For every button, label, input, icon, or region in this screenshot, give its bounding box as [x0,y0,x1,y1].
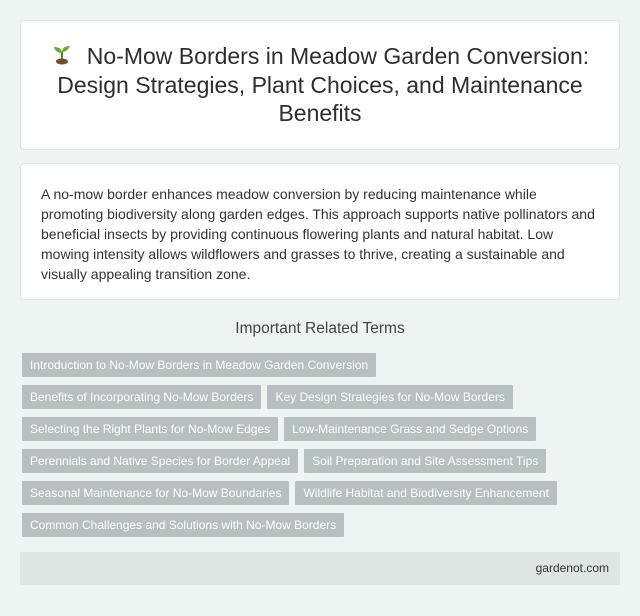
term-tag[interactable]: Wildlife Habitat and Biodiversity Enhancement [295,481,556,505]
term-tag[interactable]: Seasonal Maintenance for No-Mow Boundaries [22,481,289,505]
term-tag[interactable]: Introduction to No-Mow Borders in Meadow Garden Conversion [22,353,376,377]
term-row [22,513,622,537]
description-text: A no-mow border enhances meadow conversion by reducing maintenance while promoting biodiversity along garden edges. This approach supports native pollinators and beneficial insects by providing continuous flowering plants and natural habitat. Low mowing intensity allows wildflowers and grasses to thrive, creating a sustainable and visually appealing transition zone. [41,186,595,282]
term-row [22,481,622,505]
footer [20,552,620,585]
page-title-text: No-Mow Borders in Meadow Garden Conversion: Design Strategies, Plant Choices, and Maintenance Benefits [57,43,590,127]
term-tag[interactable]: Low-Maintenance Grass and Sedge Options [284,417,536,441]
related-terms-heading: Important Related Terms [235,320,405,337]
term-row [22,417,622,441]
term-tag[interactable]: Soil Preparation and Site Assessment Tips [304,449,546,473]
term-row [22,353,622,377]
term-row [22,385,622,409]
description-card [20,163,620,300]
term-tag[interactable]: Common Challenges and Solutions with No-Mow Borders [22,513,344,537]
term-tag[interactable]: Selecting the Right Plants for No-Mow Edges [22,417,278,441]
related-terms-list [22,353,622,545]
page-title [21,42,619,128]
term-tag[interactable]: Key Design Strategies for No-Mow Borders [267,385,512,409]
title-card [20,20,620,150]
term-row [22,449,622,473]
term-tag[interactable]: Benefits of Incorporating No-Mow Borders [22,385,261,409]
sprout-icon [51,43,73,65]
term-tag[interactable]: Perennials and Native Species for Border Appeal [22,449,298,473]
footer-site-link[interactable]: gardenot.com [535,561,609,575]
